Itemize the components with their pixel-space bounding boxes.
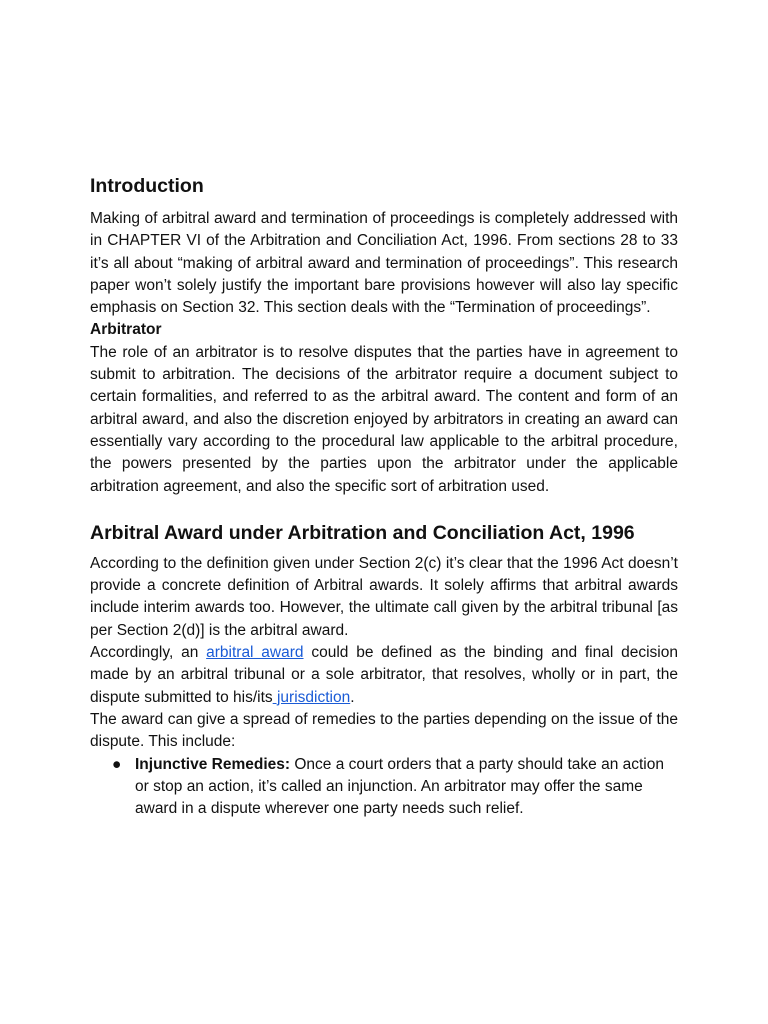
- arbitral-award-link[interactable]: arbitral award: [206, 644, 304, 662]
- list-item-injunctive-remedies: [90, 754, 678, 821]
- introduction-paragraph: Making of arbitral award and termination of proceedings is completely addressed with in CHAPTER VI of the Arbitration and Conciliation Act, 1996. From sections 28 to 33 it’s all about “making of arbitral award and termination of proceedings”. This research paper won’t solely justify the important bare provisions however will also lay specific emphasis on Section 32. This section deals with the “Termination of proceedings”.: [90, 210, 678, 317]
- arbitral-award-paragraph-3: The award can give a spread of remedies to the parties depending on the issue of the dispute. This include:: [90, 710, 678, 751]
- arbitral-award-paragraph-2: [90, 642, 678, 709]
- list-item-text: Once a court orders that a party should take an action or stop an action, it’s called an injunction. An arbitrator may offer the same award in a dispute wherever one party needs such relief.: [135, 755, 664, 818]
- arbitral-award-paragraph-1: According to the definition given under Section 2(c) it’s clear that the 1996 Act doesn’t provide a concrete definition of Arbitral awards. It solely affirms that arbitral awards include interim awards too. However, the ultimate call given by the arbitral tribunal [as per Section 2(d)] is the arbitral award.: [90, 554, 678, 639]
- bullet-icon: ●: [112, 755, 122, 773]
- paragraph-2-prefix: Accordingly, an: [90, 644, 207, 662]
- list-item-label: Injunctive Remedies:: [135, 755, 291, 773]
- remedies-list: [90, 754, 678, 821]
- arbitrator-paragraph: The role of an arbitrator is to resolve disputes that the parties have in agreement to submit to arbitration. The decisions of the arbitrator require a document subject to certain formalities, and referred to as the arbitral award. The content and form of an arbitral award, and also the discretion enjoyed by arbitrators in creating an award can essentially vary according to the procedural law applicable to the arbitral procedure, the powers presented by the parties upon the arbitrator under the applicable arbitration agreement, and also the specific sort of arbitration used.: [90, 343, 678, 495]
- jurisdiction-link[interactable]: jurisdiction: [272, 688, 351, 706]
- paragraph-2-suffix: .: [350, 688, 355, 706]
- arbitral-award-heading: Arbitral Award under Arbitration and Conciliation Act, 1996: [90, 521, 635, 544]
- introduction-heading: Introduction: [90, 175, 204, 197]
- paragraph-2-middle: could be defined as the binding and final decision made by an arbitral tribunal or a sole arbitrator, that resolves, wholly or in part, the dispute submitted to his/its: [90, 644, 678, 706]
- document-page: [90, 171, 678, 820]
- arbitrator-heading: Arbitrator: [90, 321, 162, 339]
